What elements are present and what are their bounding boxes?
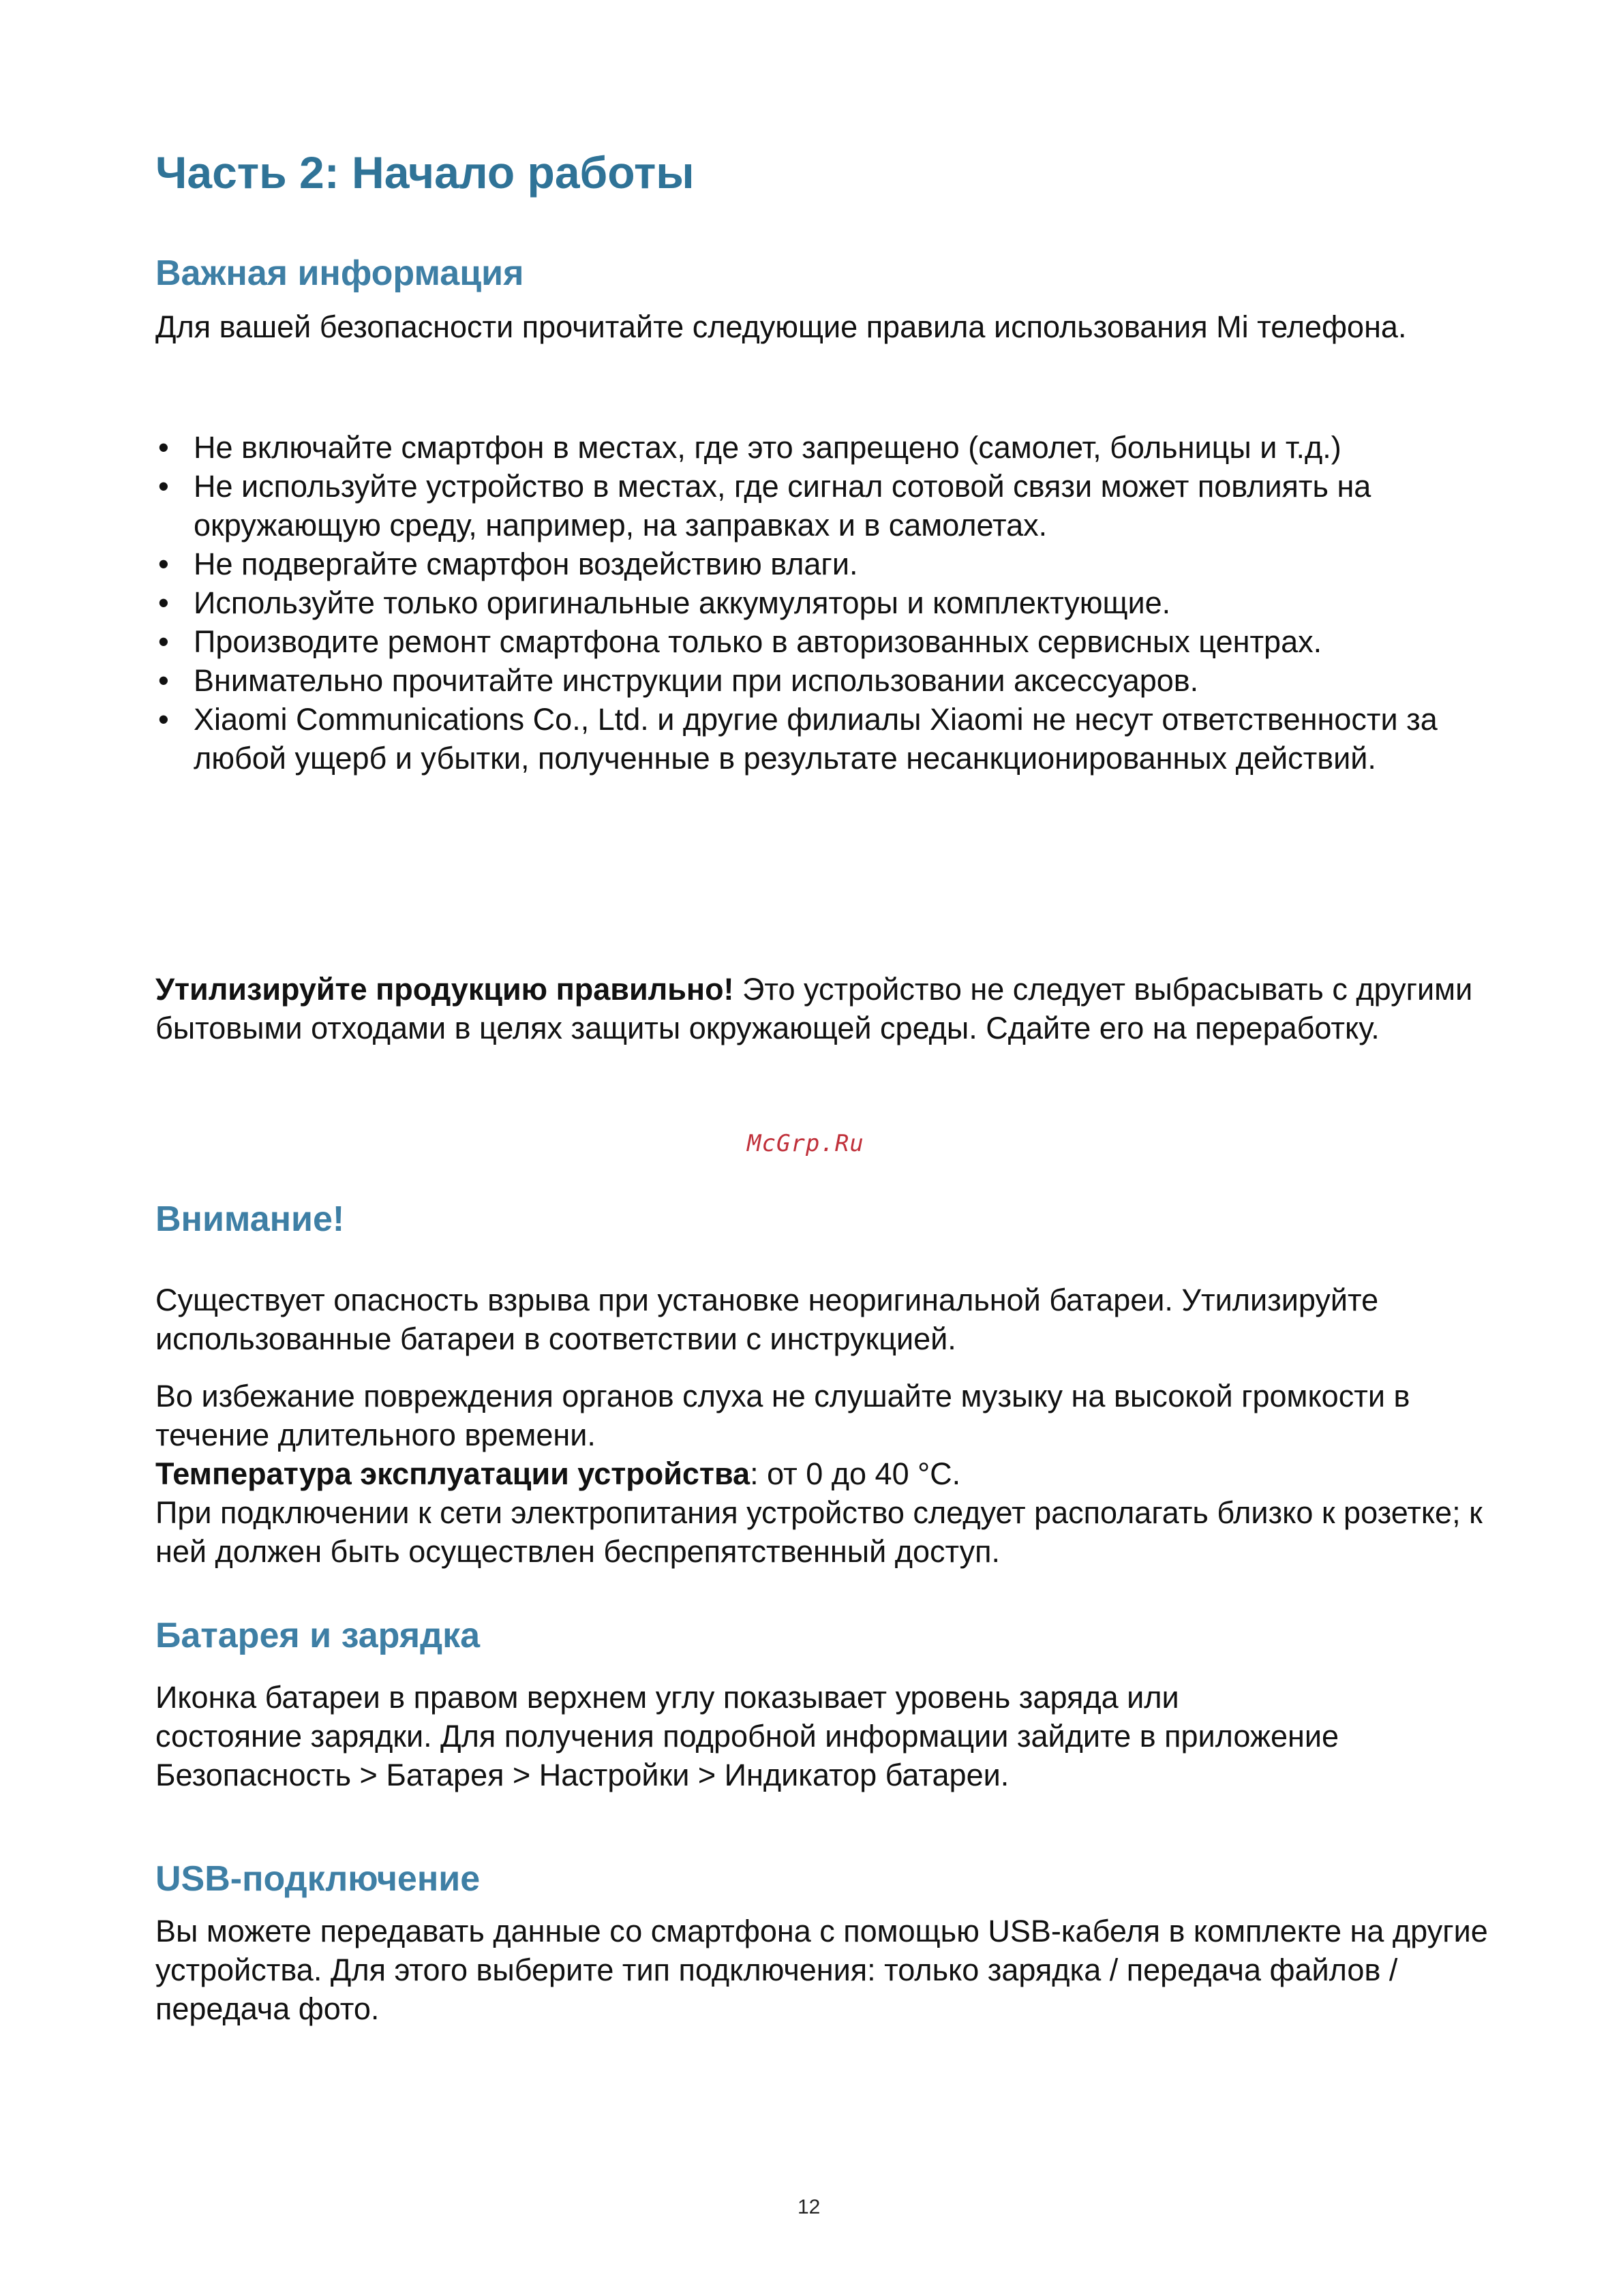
list-item: • Не включайте смартфон в местах, где это запрещено (самолет, больницы и т.д.): [155, 428, 1526, 467]
list-item: • Внимательно прочитайте инструкции при использовании аксессуаров.: [155, 661, 1526, 700]
list-item: • Не подвергайте смартфон воздействию влаги.: [155, 545, 1526, 583]
safety-rules-list: [155, 428, 1526, 778]
recycle-text: Это устройство не следует выбрасывать с другими бытовыми отходами в целях защиты окружающей среды. Сдайте его на переработку.: [155, 972, 1473, 1045]
recycle-bold-lead: Утилизируйте продукцию правильно!: [155, 972, 734, 1007]
attention-power-outlet: При подключении к сети электропитания устройство следует располагать близко к розетке; к ней должен быть осуществлен беспрепятственный доступ.: [155, 1495, 1483, 1569]
attention-hearing-warning: Во избежание повреждения органов слуха не слушайте музыку на высокой громкости в течение длительного времени.: [155, 1379, 1410, 1452]
battery-text-line2: состояние зарядки. Для получения подробной информации зайдите в приложение Безопасность > Батарея > Настройки > Индикатор батареи.: [155, 1719, 1339, 1792]
important-info-heading: Важная информация: [155, 254, 524, 293]
page-title: Часть 2: Начало работы: [155, 147, 695, 198]
battery-text-line1: Иконка батареи в правом верхнем углу показывает уровень заряда или: [155, 1680, 1179, 1715]
important-info-intro: Для вашей безопасности прочитайте следующие правила использования Mi телефона.: [155, 309, 1407, 344]
list-item: • Производите ремонт смартфона только в авторизованных сервисных центрах.: [155, 622, 1526, 661]
attention-temperature: [155, 1454, 1526, 1493]
list-item: • Используйте только оригинальные аккумуляторы и комплектующие.: [155, 583, 1526, 622]
attention-heading: Внимание!: [155, 1199, 345, 1239]
temperature-bold-label: Температура эксплуатации устройства: [155, 1456, 750, 1491]
page-number: 12: [798, 2196, 821, 2218]
attention-battery-warning: Существует опасность взрыва при установке неоригинальной батареи. Утилизируйте использованные батареи в соответствии с инструкцией.: [155, 1283, 1379, 1356]
list-item: • Не используйте устройство в местах, где сигнал сотовой связи может повлиять на окружающую среду, например, на заправках и в самолетах.: [155, 467, 1526, 545]
watermark: McGrp.Ru: [747, 1130, 864, 1157]
usb-heading: USB-подключение: [155, 1859, 481, 1899]
recycle-paragraph: [155, 970, 1526, 1047]
list-item: • Xiaomi Communications Co., Ltd. и другие филиалы Xiaomi не несут ответственности за любой ущерб и убытки, полученные в результате несанкционированных действий.: [155, 700, 1526, 778]
temperature-value: : от 0 до 40 °C.: [750, 1456, 961, 1491]
battery-heading: Батарея и зарядка: [155, 1616, 481, 1655]
usb-text: Вы можете передавать данные со смартфона с помощью USB-кабеля в комплекте на другие устройства. Для этого выберите тип подключения: только зарядка / передача файлов / передача фото.: [155, 1914, 1488, 2026]
